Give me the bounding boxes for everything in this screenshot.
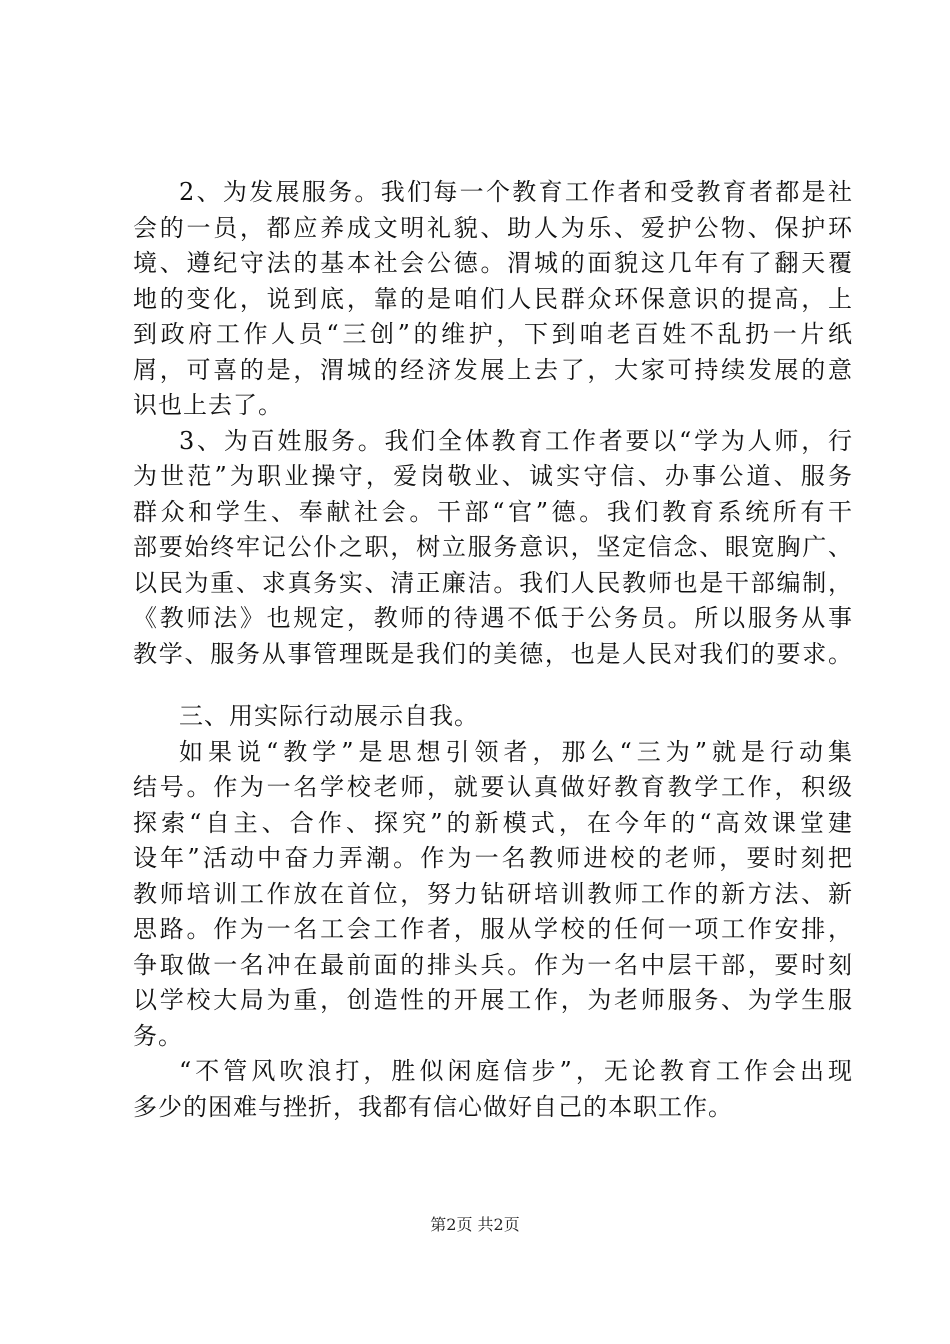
- text-line: 境、遵纪守法的基本社会公德。渭城的面貌这几年有了翻天覆: [133, 249, 853, 277]
- text-line: 2、为发展服务。我们每一个教育工作者和受教育者都是社: [179, 178, 853, 206]
- text-line: 会的一员，都应养成文明礼貌、助人为乐、爱护公物、保护环: [133, 213, 853, 242]
- text-line: 探索“自主、合作、探究”的新模式，在今年的“高效课堂建: [133, 808, 853, 837]
- text-line: 教师培训工作放在首位，努力钻研培训教师工作的新方法、新: [133, 879, 853, 908]
- section-heading: 三、用实际行动展示自我。: [179, 702, 479, 730]
- text-line: 设年”活动中奋力弄潮。作为一名教师进校的老师，要时刻把: [133, 844, 853, 872]
- text-line: 为世范”为职业操守，爱岗敬业、诚实守信、办事公道、服务: [133, 462, 853, 490]
- text-line: 思路。作为一名工会工作者，服从学校的任何一项工作安排，: [133, 915, 853, 943]
- text-line: 争取做一名冲在最前面的排头兵。作为一名中层干部，要时刻: [133, 950, 853, 979]
- text-line: 结号。作为一名学校老师，就要认真做好教育教学工作，积级: [133, 773, 853, 801]
- text-line: 以学校大局为重，创造性的开展工作，为老师服务、为学生服: [133, 986, 853, 1014]
- text-line: 部要始终牢记公仆之职，树立服务意识，坚定信念、眼宽胸广、: [133, 533, 853, 561]
- text-line: 3、为百姓服务。我们全体教育工作者要以“学为人师，行: [179, 426, 853, 455]
- text-line: 以民为重、求真务实、清正廉洁。我们人民教师也是干部编制，: [133, 568, 853, 597]
- text-line: “不管风吹浪打，胜似闲庭信步”，无论教育工作会出现: [179, 1057, 853, 1085]
- document-body: [133, 175, 853, 1125]
- text-line: 地的变化，说到底，靠的是咱们人民群众环保意识的提高，上: [133, 284, 853, 313]
- text-line: 多少的困难与挫折，我都有信心做好自己的本职工作。: [133, 1092, 733, 1121]
- text-line: 识也上去了。: [133, 391, 283, 419]
- text-line: 群众和学生、奉献社会。干部“官”德。我们教育系统所有干: [133, 497, 853, 526]
- text-line: 务。: [133, 1021, 183, 1050]
- paragraph-gap: [133, 672, 853, 699]
- text-line: 屑，可喜的是，渭城的经济发展上去了，大家可持续发展的意: [133, 355, 853, 384]
- text-line: 教学、服务从事管理既是我们的美德，也是人民对我们的要求。: [133, 639, 853, 668]
- page-number-footer: 第2页 共2页: [430, 1215, 520, 1234]
- text-line: 《教师法》也规定，教师的待遇不低于公务员。所以服务从事: [133, 604, 853, 632]
- text-line: 如果说“教学”是思想引领者，那么“三为”就是行动集: [179, 737, 853, 766]
- text-line: 到政府工作人员“三创”的维护，下到咱老百姓不乱扔一片纸: [133, 320, 853, 348]
